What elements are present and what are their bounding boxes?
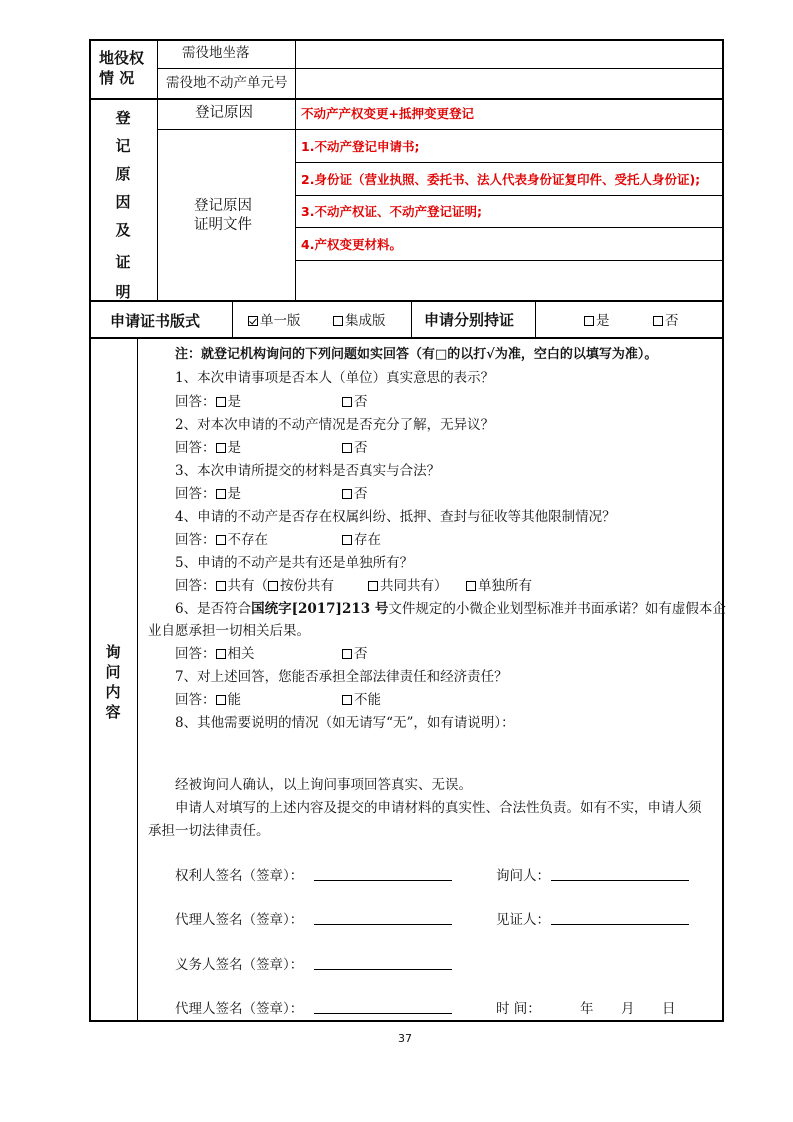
reg-side-char: 原 <box>115 165 131 183</box>
checkbox-icon[interactable] <box>216 695 226 705</box>
year-label: 年 <box>580 1001 594 1017</box>
reg-side-char: 记 <box>115 137 131 155</box>
divider <box>411 301 412 338</box>
divider <box>232 301 233 338</box>
doc-item: 2.身份证（营业执照、委托书、法人代表身份证复印件、受托人身份证); <box>301 172 701 187</box>
answer-option[interactable]: 否 <box>342 646 368 662</box>
doc-item: 1.不动产登记申请书; <box>301 139 420 154</box>
location-label: 需役地坐落 <box>182 45 250 61</box>
inquiry-side-char: 内 <box>105 683 121 701</box>
answer-option[interactable]: 不能 <box>342 692 381 708</box>
time-label: 时 间： <box>496 1001 541 1017</box>
witness-label: 见证人： <box>496 912 550 928</box>
declaration-line1: 申请人对填写的上述内容及提交的申请材料的真实性、合法性负责。如有不实，申请人须 <box>175 800 702 816</box>
checkbox-icon[interactable] <box>216 489 226 499</box>
checkbox-icon <box>342 443 352 453</box>
checkbox-icon <box>342 535 352 545</box>
checkbox-icon <box>368 581 378 591</box>
checkbox-icon <box>342 649 352 659</box>
inquirer-field[interactable] <box>551 880 689 881</box>
inquiry-side-char: 问 <box>105 663 121 681</box>
reg-side-char: 因 <box>115 193 131 211</box>
checkbox-icon[interactable] <box>268 581 278 591</box>
checkbox-icon[interactable] <box>216 581 226 591</box>
answer-row: 回答： 不存在 <box>175 532 268 548</box>
divider <box>295 195 722 196</box>
checkbox-icon <box>653 316 663 326</box>
divider <box>157 39 158 99</box>
answer-row: 回答： 能 <box>175 692 241 708</box>
inquiry-side-char: 容 <box>105 703 121 721</box>
day-label: 日 <box>662 1001 676 1017</box>
checkbox-icon <box>342 695 352 705</box>
reg-side-char: 登 <box>115 109 131 127</box>
checkbox-icon <box>466 581 476 591</box>
question-2: 2、对本次申请的不动产情况是否充分了解，无异议？ <box>175 417 495 433</box>
answer-option[interactable]: 否 <box>342 440 368 456</box>
answer-option[interactable]: 否 <box>342 394 368 410</box>
divider <box>157 68 722 69</box>
reg-side-char: 证 <box>115 253 131 271</box>
answer-option[interactable]: 单独所有 <box>466 578 532 594</box>
option-yes[interactable]: 是 <box>584 313 610 329</box>
divider <box>89 300 724 302</box>
reason-value: 不动产产权变更+抵押变更登记 <box>301 106 474 121</box>
question-3: 3、本次申请所提交的材料是否真实与合法？ <box>175 463 441 479</box>
sig-obligor-label: 义务人签名（签章）： <box>175 957 304 973</box>
docs-label-line1: 登记原因 <box>194 198 252 214</box>
option-no[interactable]: 否 <box>653 313 679 329</box>
divider <box>157 129 722 130</box>
question-8: 8、其他需要说明的情况（如无请写“无”，如有请说明）： <box>175 715 515 731</box>
answer-row: 回答： 共有（ 按份共有 <box>175 578 334 594</box>
checkbox-icon <box>333 316 343 326</box>
sig-obligor-field[interactable] <box>314 969 452 970</box>
answer-option[interactable]: 共同共有） <box>368 578 448 594</box>
answer-option[interactable]: 存在 <box>342 532 381 548</box>
checked-box-icon <box>248 316 258 326</box>
question-6: 6、是否符合国统字[2017]213 号文件规定的小微企业划型标准并书面承诺？如有虚假本企 <box>175 601 726 617</box>
divider <box>295 260 722 261</box>
easement-header-line2: 情 况 <box>99 69 135 87</box>
sig-agent2-field[interactable] <box>314 1013 452 1014</box>
divider <box>295 227 722 228</box>
witness-field[interactable] <box>551 924 689 925</box>
checkbox-icon <box>342 489 352 499</box>
question-7: 7、对上述回答，您能否承担全部法律责任和经济责任？ <box>175 669 508 685</box>
sig-agent-field[interactable] <box>314 924 452 925</box>
divider <box>295 162 722 163</box>
inquirer-label: 询问人： <box>496 868 550 884</box>
month-label: 月 <box>621 1001 635 1017</box>
question-5: 5、申请的不动产是共有还是单独所有？ <box>175 555 414 571</box>
doc-item: 3.不动产权证、不动产登记证明; <box>301 204 482 219</box>
format-label: 申请证书版式 <box>110 312 201 330</box>
divider <box>89 337 724 339</box>
divider <box>295 39 296 99</box>
sig-agent-label: 代理人签名（签章）： <box>175 912 304 928</box>
table-top-border <box>89 39 724 41</box>
question-1: 1、本次申请事项是否本人（单位）真实意思的表示？ <box>175 370 495 386</box>
table-bottom-border <box>89 1020 724 1022</box>
reason-label: 登记原因 <box>195 105 253 121</box>
doc-item: 4.产权变更材料。 <box>301 237 402 252</box>
checkbox-icon <box>584 316 594 326</box>
checkbox-icon[interactable] <box>216 535 226 545</box>
option-single[interactable]: 单一版 <box>248 313 301 329</box>
sig-rights-field[interactable] <box>314 880 452 881</box>
sig-agent2-label: 代理人签名（签章）： <box>175 1001 304 1017</box>
question-4: 4、申请的不动产是否存在权属纠纷、抵押、查封与征收等其他限制情况？ <box>175 509 616 525</box>
checkbox-icon[interactable] <box>216 397 226 407</box>
divider <box>535 301 536 338</box>
inquiry-side-char: 询 <box>105 643 121 661</box>
checkbox-icon <box>342 397 352 407</box>
answer-row: 回答： 是 <box>175 440 241 456</box>
unit-label: 需役地不动产单元号 <box>166 75 288 91</box>
sig-rights-label: 权利人签名（签章）： <box>175 868 304 884</box>
checkbox-icon[interactable] <box>216 443 226 453</box>
docs-label-line2: 证明文件 <box>194 217 252 233</box>
separate-label: 申请分别持证 <box>424 311 515 329</box>
easement-header-line1: 地役权 <box>99 49 145 67</box>
confirm-text: 经被询问人确认，以上询问事项回答真实、无误。 <box>175 777 472 793</box>
table-left-border <box>89 39 91 1022</box>
answer-row: 回答： 相关 <box>175 646 255 662</box>
page-number: 37 <box>398 1032 412 1045</box>
inquiry-note: 注：就登记机构询问的下列问题如实回答（有□的以打√为准，空白的以填写为准）。 <box>175 347 658 362</box>
answer-option[interactable]: 否 <box>342 486 368 502</box>
divider <box>137 338 138 1021</box>
divider <box>89 98 724 100</box>
reg-side-char: 明 <box>115 283 131 301</box>
question-6-cont: 业自愿承担一切相关后果。 <box>148 623 310 639</box>
answer-row: 回答： 是 <box>175 394 241 410</box>
checkbox-icon[interactable] <box>216 649 226 659</box>
answer-row: 回答： 是 <box>175 486 241 502</box>
table-right-border <box>722 39 724 1022</box>
reg-side-char: 及 <box>115 221 131 239</box>
declaration-line2: 承担一切法律责任。 <box>148 823 270 839</box>
option-collective[interactable]: 集成版 <box>333 313 386 329</box>
